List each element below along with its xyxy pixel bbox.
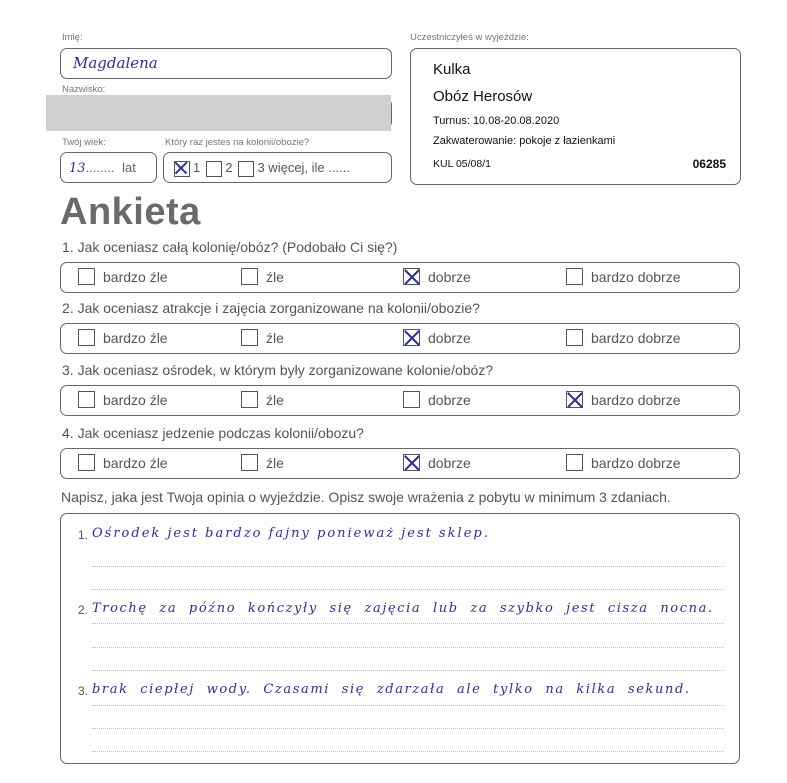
name-value: Magdalena: [73, 54, 158, 72]
rating-option[interactable]: [566, 330, 681, 346]
rating-checkbox[interactable]: [403, 454, 420, 471]
rating-checkbox[interactable]: [78, 329, 95, 346]
rating-checkbox[interactable]: [403, 329, 420, 346]
rating-label: bardzo źle: [103, 455, 168, 471]
times-option-label: 2: [225, 160, 233, 175]
answer-row: [60, 262, 740, 293]
trip-box: [410, 48, 741, 185]
writing-line: [92, 728, 724, 729]
answer-row: [60, 448, 740, 479]
rating-label: bardzo dobrze: [591, 330, 681, 346]
trip-line2: Obóz Herosów: [433, 88, 533, 105]
answer-number: 1.: [78, 528, 89, 542]
times-option-checkbox[interactable]: [174, 161, 190, 177]
times-option-label: 3 więcej, ile ......: [257, 160, 350, 175]
rating-option[interactable]: [403, 392, 471, 408]
rating-checkbox[interactable]: [566, 391, 583, 408]
times-option-checkbox[interactable]: [206, 161, 222, 177]
rating-label: bardzo źle: [103, 269, 168, 285]
age-value: 13: [69, 161, 86, 176]
trip-label: Uczestniczyłeś w wyjeździe:: [410, 32, 529, 43]
rating-label: dobrze: [428, 269, 471, 285]
page-title: Ankieta: [60, 191, 201, 233]
rating-option[interactable]: [403, 455, 471, 471]
rating-checkbox[interactable]: [78, 391, 95, 408]
rating-checkbox[interactable]: [78, 268, 95, 285]
rating-checkbox[interactable]: [403, 391, 420, 408]
surname-label: Nazwisko:: [62, 84, 106, 95]
answer-row: [60, 323, 740, 354]
rating-checkbox[interactable]: [566, 454, 583, 471]
rating-option[interactable]: [241, 455, 284, 471]
age-field[interactable]: [60, 152, 157, 183]
rating-label: bardzo źle: [103, 392, 168, 408]
rating-option[interactable]: [403, 269, 471, 285]
rating-checkbox[interactable]: [241, 391, 258, 408]
writing-line: [92, 647, 724, 648]
answer-text: brak ciepłej wody. Czasami się zdarzała ale tylko na kilka sekund.: [92, 682, 691, 697]
rating-option[interactable]: [566, 269, 681, 285]
rating-label: dobrze: [428, 330, 471, 346]
age-label: Twój wiek:: [62, 137, 106, 148]
rating-label: dobrze: [428, 455, 471, 471]
rating-option[interactable]: [566, 392, 681, 408]
rating-checkbox[interactable]: [241, 329, 258, 346]
answer-text: Ośrodek jest bardzo fajny ponieważ jest sklep.: [92, 526, 490, 541]
age-unit: lat: [122, 160, 136, 175]
rating-label: źle: [266, 269, 284, 285]
rating-label: dobrze: [428, 392, 471, 408]
rating-checkbox[interactable]: [403, 268, 420, 285]
rating-label: źle: [266, 455, 284, 471]
rating-checkbox[interactable]: [566, 268, 583, 285]
writing-line: [92, 566, 724, 567]
rating-checkbox[interactable]: [566, 329, 583, 346]
rating-label: bardzo źle: [103, 330, 168, 346]
rating-option[interactable]: [78, 392, 168, 408]
rating-option[interactable]: [78, 455, 168, 471]
opinion-prompt: Napisz, jaka jest Twoja opinia o wyjeździe. Opisz swoje wrażenia z pobytu w minimum 3 zdaniach.: [61, 489, 671, 505]
redaction-block: [46, 95, 391, 131]
rating-label: bardzo dobrze: [591, 269, 681, 285]
rating-checkbox[interactable]: [78, 454, 95, 471]
times-option-label: 1: [193, 160, 201, 175]
question-text: 2. Jak oceniasz atrakcje i zajęcia zorganizowane na kolonii/obozie?: [62, 300, 480, 316]
question-text: 1. Jak oceniasz całą kolonię/obóz? (Podobało Ci się?): [62, 239, 398, 255]
answer-number: 2.: [78, 603, 89, 617]
rating-option[interactable]: [78, 269, 168, 285]
trip-code: KUL 05/08/1: [433, 158, 491, 170]
rating-label: bardzo dobrze: [591, 392, 681, 408]
writing-line: [92, 705, 724, 706]
writing-line: [92, 623, 724, 624]
question-text: 4. Jak oceniasz jedzenie podczas kolonii/obozu?: [62, 425, 364, 441]
rating-option[interactable]: [241, 269, 284, 285]
name-field[interactable]: [60, 48, 392, 79]
trip-turnus: Turnus: 10.08-20.08.2020: [433, 115, 560, 127]
rating-checkbox[interactable]: [241, 268, 258, 285]
trip-number: 06285: [692, 157, 726, 171]
answer-text: Trochę za późno kończyły się zajęcia lub za szybko jest cisza nocna.: [92, 601, 714, 616]
times-label: Który raz jestes na kolonii/obozie?: [165, 137, 310, 148]
rating-label: źle: [266, 330, 284, 346]
question-text: 3. Jak oceniasz ośrodek, w którym były zorganizowane kolonie/obóz?: [62, 362, 494, 378]
rating-option[interactable]: [78, 330, 168, 346]
rating-option[interactable]: [241, 392, 284, 408]
rating-label: źle: [266, 392, 284, 408]
writing-line: [92, 670, 724, 671]
writing-line: [92, 751, 724, 752]
rating-label: bardzo dobrze: [591, 455, 681, 471]
opinion-box[interactable]: [60, 513, 740, 764]
age-dots: ........: [85, 160, 115, 175]
writing-line: [92, 589, 724, 590]
rating-option[interactable]: [403, 330, 471, 346]
rating-checkbox[interactable]: [241, 454, 258, 471]
rating-option[interactable]: [241, 330, 284, 346]
name-label: Imię:: [62, 32, 83, 43]
answer-row: [60, 385, 740, 416]
trip-accommodation: Zakwaterowanie: pokoje z łazienkami: [433, 135, 616, 147]
trip-line1: Kulka: [433, 61, 471, 78]
times-option-checkbox[interactable]: [238, 161, 254, 177]
rating-option[interactable]: [566, 455, 681, 471]
answer-number: 3.: [78, 684, 89, 698]
times-field: [163, 152, 392, 183]
